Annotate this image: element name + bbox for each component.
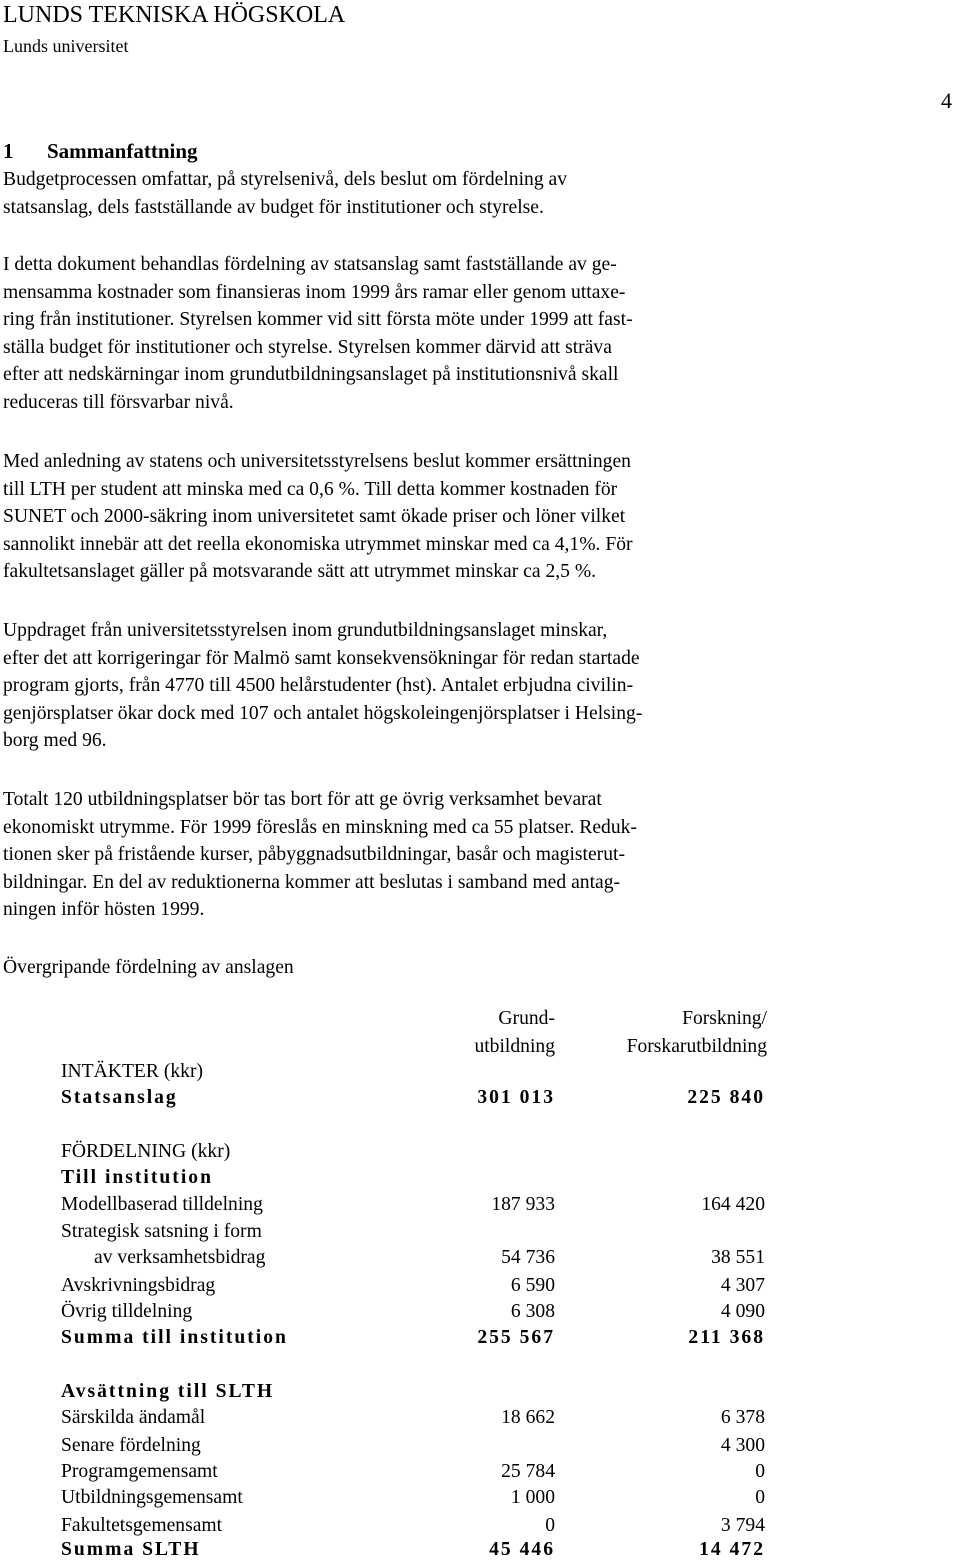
text-line: ekonomiskt utrymme. För 1999 föreslås en minskning med ca 55 platser. Reduk- [3, 816, 637, 838]
text-line: borg med 96. [3, 730, 107, 752]
text-line: Med anledning av statens och universitetsstyrelsens beslut kommer ersättningen [3, 451, 631, 472]
text-line: mensamma kostnader som finansieras inom 1999 års ramar eller genom uttaxe- [3, 281, 626, 303]
column-header-forskning: Forskning/ Forskarutbildning [626, 1008, 767, 1057]
value-grundutbildning: 1 000 [510, 1487, 555, 1508]
row-label: Summa SLTH [61, 1539, 201, 1560]
row-label: Till institution [61, 1167, 213, 1188]
value-forskning: 0 [755, 1461, 765, 1482]
value-grundutbildning: 6 308 [510, 1301, 555, 1322]
table-row [61, 1192, 771, 1218]
table-row [61, 1537, 771, 1563]
table-row [61, 1513, 771, 1539]
text-line: genjörsplatser ökar dock med 107 och antalet högskoleingenjörsplatser i Helsing- [3, 702, 643, 724]
value-forskning: 164 420 [701, 1194, 765, 1215]
table-row [61, 1433, 771, 1459]
text-line: bildningar. En del av reduktionerna kommer att beslutas i samband med antag- [3, 871, 621, 893]
row-label: INTÄKTER (kkr) [61, 1061, 204, 1082]
section-heading [3, 138, 198, 164]
text-line: fakultetsanslaget gäller på motsvarande sätt att utrymmet minskar ca 2,5 %. [3, 561, 597, 583]
text-line: ring från institutioner. Styrelsen kommer vid sitt första möte under 1999 att fast- [3, 309, 633, 331]
table-row [61, 1139, 771, 1165]
text-line: ställa budget för institutioner och styrelse. Styrelsen kommer därvid att sträva [3, 336, 612, 358]
row-label: Senare fördelning [61, 1435, 201, 1456]
value-grundutbildning: 54 736 [501, 1247, 555, 1268]
value-grundutbildning: 6 590 [510, 1275, 555, 1296]
section-number: 1 [3, 139, 14, 163]
value-grundutbildning: 25 784 [501, 1461, 555, 1482]
page-number: 4 [941, 88, 952, 113]
row-label: Övrig tilldelning [61, 1301, 193, 1322]
table-row [61, 1299, 771, 1325]
paragraph-1 [3, 166, 823, 221]
row-label: Strategisk satsning i form [61, 1221, 262, 1242]
row-label: av verksamhetsbidrag [94, 1247, 266, 1268]
paragraph-2 [3, 251, 823, 417]
table-row [61, 1405, 771, 1431]
value-forskning: 225 840 [687, 1087, 765, 1108]
row-label: Fakultetsgemensamt [61, 1515, 223, 1536]
row-label: Modellbaserad tilldelning [61, 1194, 263, 1215]
section-title: Sammanfattning [47, 139, 198, 163]
value-forskning: 3 794 [720, 1515, 765, 1536]
value-forskning: 4 300 [720, 1435, 765, 1456]
text-line: I detta dokument behandlas fördelning av statsanslag samt fastställande av ge- [3, 254, 617, 275]
row-label: Särskilda ändamål [61, 1407, 206, 1428]
paragraph-3 [3, 448, 823, 586]
value-forskning: 0 [755, 1487, 765, 1508]
text-line: tionen sker på fristående kurser, påbyggnadsutbildningar, basår och magisterut- [3, 844, 625, 866]
value-grundutbildning: 45 446 [489, 1539, 555, 1560]
text-line: till LTH per student att minska med ca 0,6 %. Till detta kommer kostnaden för [3, 478, 618, 500]
text-line: Totalt 120 utbildningsplatser bör tas bort för att ge övrig verksamhet bevarat [3, 789, 602, 810]
text-line: efter att nedskärningar inom grundutbildningsanslaget på institutionsnivå skall [3, 364, 619, 386]
paragraph-5 [3, 786, 823, 924]
text-line: ningen inför hösten 1999. [3, 899, 205, 921]
table-title: Övergripande fördelning av anslagen [3, 957, 294, 978]
table-row [61, 1165, 771, 1191]
table-row [61, 1459, 771, 1485]
value-forskning: 211 368 [688, 1327, 765, 1348]
value-grundutbildning: 301 013 [477, 1087, 555, 1108]
table-row [61, 1085, 771, 1111]
institution-name: LUNDS TEKNISKA HÖGSKOLA [3, 2, 346, 28]
value-forskning: 4 090 [720, 1301, 765, 1322]
text-line: Budgetprocessen omfattar, på styrelsenivå, dels beslut om fördelning av [3, 169, 568, 190]
value-grundutbildning: 18 662 [501, 1407, 555, 1428]
table-row [61, 1325, 771, 1351]
text-line: efter det att korrigeringar för Malmö samt konsekvensökningar för redan startade [3, 647, 640, 669]
value-forskning: 6 378 [720, 1407, 765, 1428]
row-label: Avsättning till SLTH [61, 1381, 275, 1402]
table-row [61, 1245, 771, 1271]
row-label: Statsanslag [61, 1087, 178, 1108]
value-forskning: 38 551 [711, 1247, 765, 1268]
text-line: Uppdraget från universitetsstyrelsen inom grundutbildningsanslaget minskar, [3, 620, 608, 641]
column-header-grundutbildning: Grund- utbildning [474, 1008, 555, 1057]
table-row [61, 1219, 771, 1245]
table-row [61, 1379, 771, 1405]
value-grundutbildning: 0 [545, 1515, 555, 1536]
value-forskning: 14 472 [699, 1539, 765, 1560]
row-label: Avskrivningsbidrag [61, 1275, 216, 1296]
university-name: Lunds universitet [3, 36, 129, 56]
value-grundutbildning: 187 933 [491, 1194, 555, 1215]
text-line: reduceras till försvarbar nivå. [3, 391, 234, 413]
row-label: Summa till institution [61, 1327, 288, 1348]
text-line: statsanslag, dels fastställande av budget för institutioner och styrelse. [3, 196, 544, 218]
text-line: sannolikt innebär att det reella ekonomiska utrymmet minskar med ca 4,1%. För [3, 533, 633, 555]
text-line: program gjorts, från 4770 till 4500 helårstudenter (hst). Antalet erbjudna civilin- [3, 675, 634, 697]
table-row [61, 1273, 771, 1299]
row-label: FÖRDELNING (kkr) [61, 1141, 231, 1162]
table-row [61, 1485, 771, 1511]
value-grundutbildning: 255 567 [477, 1327, 555, 1348]
table-row [61, 1059, 771, 1085]
row-label: Programgemensamt [61, 1461, 218, 1482]
row-label: Utbildningsgemensamt [61, 1487, 243, 1508]
paragraph-4 [3, 617, 823, 755]
value-forskning: 4 307 [720, 1275, 765, 1296]
text-line: SUNET och 2000-säkring inom universitetet samt ökade priser och löner vilket [3, 506, 626, 528]
